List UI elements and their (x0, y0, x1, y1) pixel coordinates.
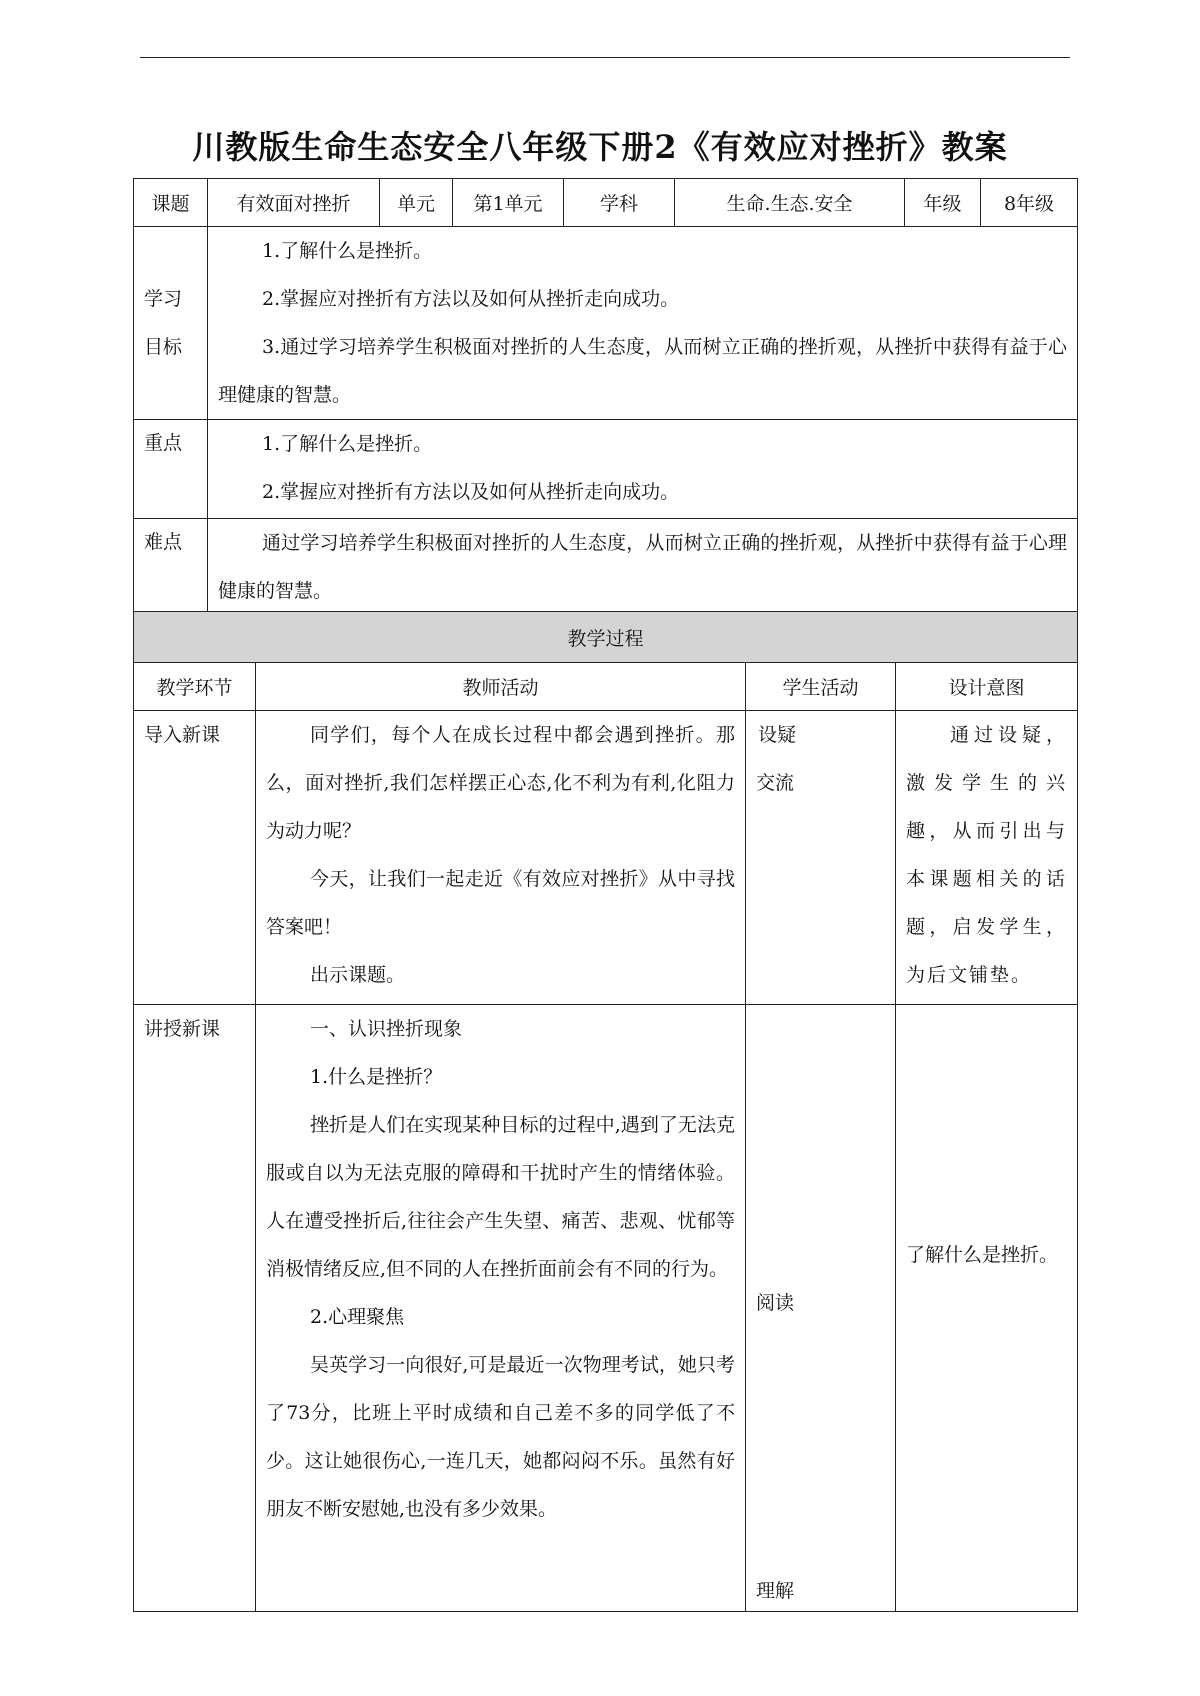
key-points-content (208, 420, 1078, 519)
key-point-item: 2.掌握应对挫折有方法以及如何从挫折走向成功。 (262, 481, 680, 503)
objective-item: 2.掌握应对挫折有方法以及如何从挫折走向成功。 (262, 288, 680, 310)
student-activity-text: 理解 (756, 1580, 795, 1602)
key-point-item: 1.了解什么是挫折。 (262, 433, 433, 455)
objectives-row (134, 227, 1078, 420)
stage-lesson: 讲授新课 (134, 1005, 256, 1612)
key-points-row (134, 420, 1078, 519)
teacher-paragraph: 一、认识挫折现象 (310, 1018, 463, 1040)
objective-item: 1.了解什么是挫折。 (262, 240, 433, 262)
objectives-label (134, 227, 208, 420)
teacher-paragraph: 吴英学习一向很好,可是最近一次物理考试，她只考了73分，比班上平时成绩和自己差不多的同学低了不少。这让她很伤心,一连几天，她都闷闷不乐。虽然有好朋友不断安慰她,也没有多少效果。 (266, 1354, 735, 1520)
column-header: 教学环节 (134, 663, 256, 711)
difficulties-content (208, 519, 1078, 618)
lesson-info-table (133, 178, 1078, 618)
difficulties-text: 通过学习培养学生积极面对挫折的人生态度，从而树立正确的挫折观，从挫折中获得有益于心理健康的智慧。 (218, 532, 1067, 602)
stage-intro: 导入新课 (134, 711, 256, 1005)
grade-value: 8年级 (981, 179, 1078, 227)
objectives-label-line-1: 学习 (144, 288, 183, 310)
difficulties-label: 难点 (134, 519, 208, 618)
design-intent-text: 通过设疑，激发学生的兴趣，从而引出与本课题相关的话题，启发学生，为后文铺垫。 (906, 724, 1068, 986)
info-row (134, 179, 1078, 227)
student-activity-text: 设疑 (758, 724, 797, 746)
objectives-content (208, 227, 1078, 420)
difficulties-row (134, 519, 1078, 618)
process-heading-row (134, 612, 1078, 663)
teacher-paragraph: 挫折是人们在实现某种目标的过程中,遇到了无法克服或自以为无法克服的障碍和干扰时产生的情绪体验。人在遭受挫折后,往往会产生失望、痛苦、悲观、忧郁等消极情绪反应,但不同的人在挫折面前会有不同的行为。 (266, 1114, 735, 1280)
process-heading: 教学过程 (134, 612, 1078, 663)
teacher-paragraph: 2.心理聚焦 (310, 1306, 405, 1328)
objectives-label-line-2: 目标 (144, 336, 183, 358)
teacher-paragraph: 出示课题。 (310, 964, 406, 986)
unit-value: 第1单元 (453, 179, 564, 227)
document-title: 川教版生命生态安全八年级下册2《有效应对挫折》教案 (192, 128, 1008, 166)
design-intent-text: 了解什么是挫折。 (906, 1244, 1059, 1266)
intro-student-activity (746, 711, 896, 1005)
topic-label: 课题 (134, 179, 208, 227)
lesson-design-intent (896, 1005, 1078, 1612)
objective-item: 3.通过学习培养学生积极面对挫折的人生态度，从而树立正确的挫折观，从挫折中获得有益于心理健康的智慧。 (218, 336, 1067, 406)
lesson-teacher-activity (256, 1005, 746, 1612)
teacher-paragraph: 同学们，每个人在成长过程中都会遇到挫折。那么，面对挫折,我们怎样摆正心态,化不利为有利,化阻力为动力呢？ (266, 724, 735, 842)
teaching-process-table (133, 611, 1078, 1612)
unit-label: 单元 (380, 179, 453, 227)
subject-label: 学科 (564, 179, 675, 227)
column-header: 设计意图 (896, 663, 1078, 711)
intro-row (134, 711, 1078, 1005)
topic-value: 有效面对挫折 (208, 179, 380, 227)
column-header-row (134, 663, 1078, 711)
column-header: 教师活动 (256, 663, 746, 711)
grade-label: 年级 (905, 179, 981, 227)
teacher-paragraph: 1.什么是挫折？ (310, 1066, 443, 1088)
student-activity-text: 交流 (756, 772, 795, 794)
lesson-row (134, 1005, 1078, 1612)
teacher-paragraph: 今天，让我们一起走近《有效应对挫折》从中寻找答案吧！ (266, 868, 735, 938)
header-rule (140, 57, 1070, 58)
intro-design-intent (896, 711, 1078, 1005)
intro-teacher-activity (256, 711, 746, 1005)
lesson-student-activity (746, 1005, 896, 1612)
column-header: 学生活动 (746, 663, 896, 711)
key-points-label: 重点 (134, 420, 208, 519)
subject-value: 生命.生态.安全 (675, 179, 905, 227)
student-activity-text: 阅读 (756, 1292, 795, 1314)
